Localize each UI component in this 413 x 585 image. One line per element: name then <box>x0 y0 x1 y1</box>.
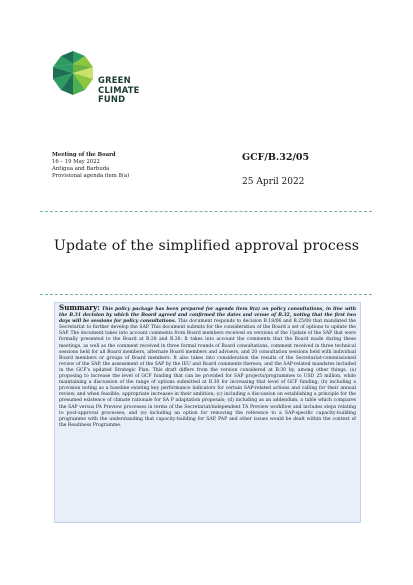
bottom-divider <box>40 294 372 296</box>
document-date: 25 April 2022 <box>242 177 305 187</box>
summary-label: Summary: <box>59 303 100 312</box>
meeting-dates: 16 – 19 May 2022 <box>52 159 100 165</box>
summary-paragraph <box>59 305 356 429</box>
logo-line: FUND <box>98 94 126 104</box>
summary-box <box>54 302 361 523</box>
meeting-title: Meeting of the Board <box>52 152 116 158</box>
meeting-info <box>52 152 202 180</box>
logo-line: GREEN <box>98 75 131 85</box>
document-reference: GCF/B.32/05 <box>242 152 310 163</box>
summary-body: This document responds to decision B.18/06 and B.25/08 that mandated the Secretariat to further develop the SAP. This document submits for the consideration of the Board a set of options to update the SAP. The document takes into account comments from Board members received on versions of the Update of the SAP that were formally presented to the Board at B.28 and B.30. It takes into account the comments that the Board made during these meetings, as well as the comment received in three formal rounds of Board consultations, comment received in three technical sessions held for all Board members, alternate Board members and advisers, and 20 consultation sessions held with individual Board members or groups of Board members. It also takes into consideration the results of the Secretariat-commissioned review of the SAP, the assessment of the SAP by the IEU and Board comments thereon, and the SAP-related mandates included in the GCF's updated Strategic Plan. This draft differs from the version considered at B.30 by, among other things, (a) proposing to increase the level of GCF funding that can be provided for SAP projects/programmes to USD 25 million, while maintaining a discussion of the range of options submitted at B.30 for increasing that level of GCF funding; (b) including a provision noting as a baseline existing key performance indicators for certain SAP-related actions and calling for their annual review, and when feasible, appropriate increases in their ambition; (c) including a discussion on establishing a principle for the presumed existence of climate rationale for SA P adaptation proposals; (d) including as an addendum, a table which compares the SAP versus PA Preview processes in terms of the Secretariat/independent TA Preview workflow and includes steps relating to post-approval processes; and (e) including an option for removing the reference to a SAP-specific capacity-building programme with the understanding that capacity-building for SAP, PAP and other issues would be dealt within the context of the Readiness Programme. <box>59 319 356 428</box>
meeting-agenda: Provisional agenda item 8(a) <box>52 173 130 179</box>
logo-line: CLIMATE <box>98 84 140 95</box>
gcf-logo <box>50 50 170 112</box>
meeting-location: Antigua and Barbuda <box>52 166 110 172</box>
document-title: Update of the simplified approval process <box>53 238 360 254</box>
logo-wordmark <box>98 76 140 105</box>
top-divider <box>40 211 372 213</box>
gcf-logo-mark-icon <box>50 50 96 96</box>
summary-intro: This policy package has been prepared for agenda item 8(a) on policy consultations, in line with the B.31 decision by which the Board agreed and confirmed the dates and venue of B.32, noting that the first two days will be sessions for policy consultations. <box>59 307 356 325</box>
